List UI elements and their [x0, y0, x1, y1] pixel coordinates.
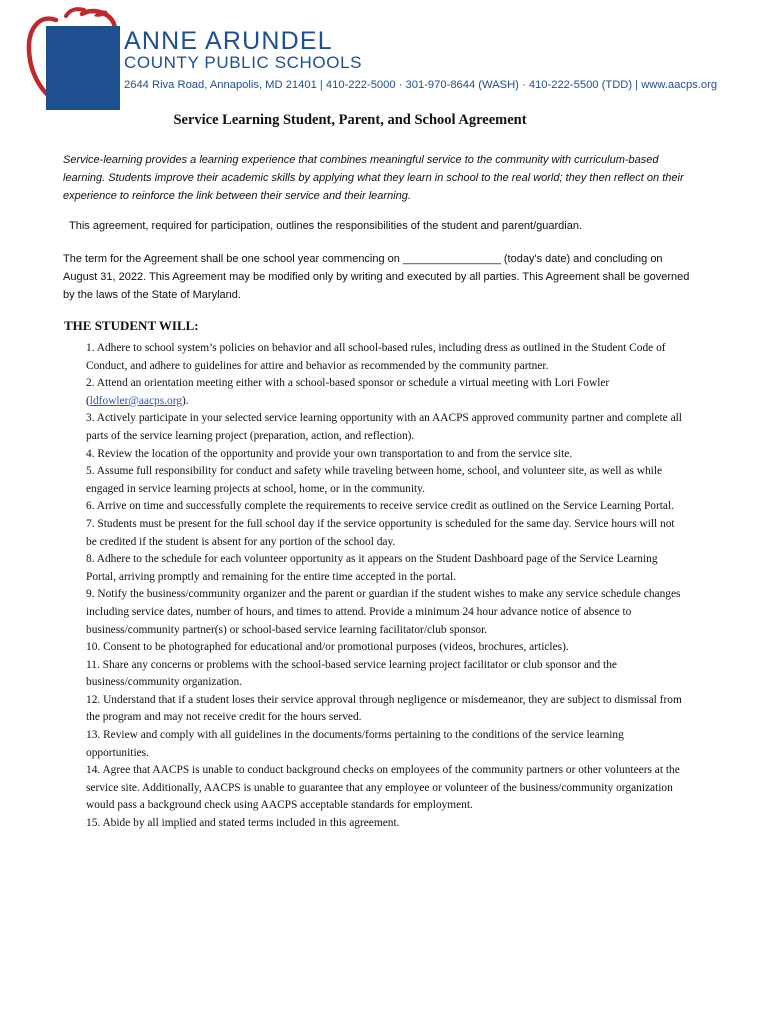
list-item: 10. Consent to be photographed for educational and/or promotional purposes (videos, brochures, articles).	[86, 641, 569, 654]
apple-logo-icon	[26, 6, 122, 110]
list-item: 4. Review the location of the opportunity and provide your own transportation to and from the service site.	[86, 447, 573, 460]
list-item: 8. Adhere to the schedule for each volunteer opportunity as it appears on the Student Dashboard page of the Service Learning Portal, arriving promptly and remaining for the entire time accepted in the portal.	[86, 553, 658, 583]
page-title: Service Learning Student, Parent, and School Agreement	[173, 112, 527, 128]
list-item: 7. Students must be present for the full school day if the service opportunity is scheduled for the same day. Service hours will not be credited if the student is absent for any portion of the school day.	[86, 517, 675, 548]
student-will-heading: THE STUDENT WILL:	[64, 318, 199, 333]
org-name: ANNE ARUNDEL	[124, 27, 333, 55]
scope-paragraph: This agreement, required for participation, outlines the responsibilities of the student and parent/guardian.	[69, 220, 583, 232]
intro-paragraph: Service-learning provides a learning experience that combines meaningful service to the community with curriculum-based learning. Students improve their academic skills by applying what they learn in school to the real world; they then reflect on their experience to reinforce the link between their service and their learning.	[63, 154, 684, 202]
email-open-paren: (	[86, 394, 90, 407]
list-item	[86, 375, 686, 410]
list-item: 9. Notify the business/community organizer and the parent or guardian if the student wishes to make any service schedule changes including service dates, number of hours, and times to attend. Provide a minimum 24 hour advance notice of absence to business/community partner(s) or school-based service learning facilitator/club sponsor.	[86, 588, 681, 636]
list-item-text: 2. Attend an orientation meeting either with a school-based sponsor or schedule a virtual meeting with Lori Fowler	[86, 377, 610, 390]
email-close-paren: ).	[182, 394, 189, 407]
responsibility-list	[86, 340, 686, 833]
term-paragraph: The term for the Agreement shall be one school year commencing on ________________ (today's date) and concluding on August 31, 2022. This Agreement may be modified only by writing and executed by all parties. This Agreement shall be governed by the laws of the State of Maryland.	[63, 253, 690, 301]
list-item: 5. Assume full responsibility for conduct and safety while traveling between home, school, and volunteer site, as well as while engaged in service learning projects at school, home, or in the community.	[86, 465, 663, 495]
org-address: 2644 Riva Road, Annapolis, MD 21401 | 410-222-5000 · 301-970-8644 (WASH) · 410-222-5500 (TDD) | www.aacps.org	[124, 79, 718, 91]
org-subtitle: COUNTY PUBLIC SCHOOLS	[124, 53, 363, 72]
list-item: 11. Share any concerns or problems with the school-based service learning project facilitator or club sponsor and the business/community organization.	[86, 658, 617, 689]
list-item: 14. Agree that AACPS is unable to conduct background checks on employees of the community partners or other volunteers at the service site. Additionally, AACPS is unable to guarantee that any employee or volunteer of the business/community organization would pass a background check using AACPS acceptable standards for employment.	[86, 764, 680, 812]
list-item: 3. Actively participate in your selected service learning opportunity with an AACPS approved community partner and complete all parts of the service learning project (preparation, action, and reflection).	[86, 412, 682, 442]
list-item: 12. Understand that if a student loses their service approval through negligence or misdemeanor, they are subject to dismissal from the program and may not receive credit for the hours served.	[86, 693, 682, 724]
list-item: 1. Adhere to school system’s policies on behavior and all school-based rules, including dress as outlined in the Student Code of Conduct, and adhere to guidelines for attire and behavior as recommended by the community partner.	[86, 342, 666, 372]
list-item: 15. Abide by all implied and stated terms included in this agreement.	[86, 817, 400, 830]
email-link[interactable]: ldfowler@aacps.org	[89, 394, 182, 407]
list-item: 13. Review and comply with all guidelines in the documents/forms pertaining to the conditions of the service learning opportunities.	[86, 729, 624, 759]
list-item: 6. Arrive on time and successfully complete the requirements to receive service credit as outlined on the Service Learning Portal.	[86, 500, 674, 513]
